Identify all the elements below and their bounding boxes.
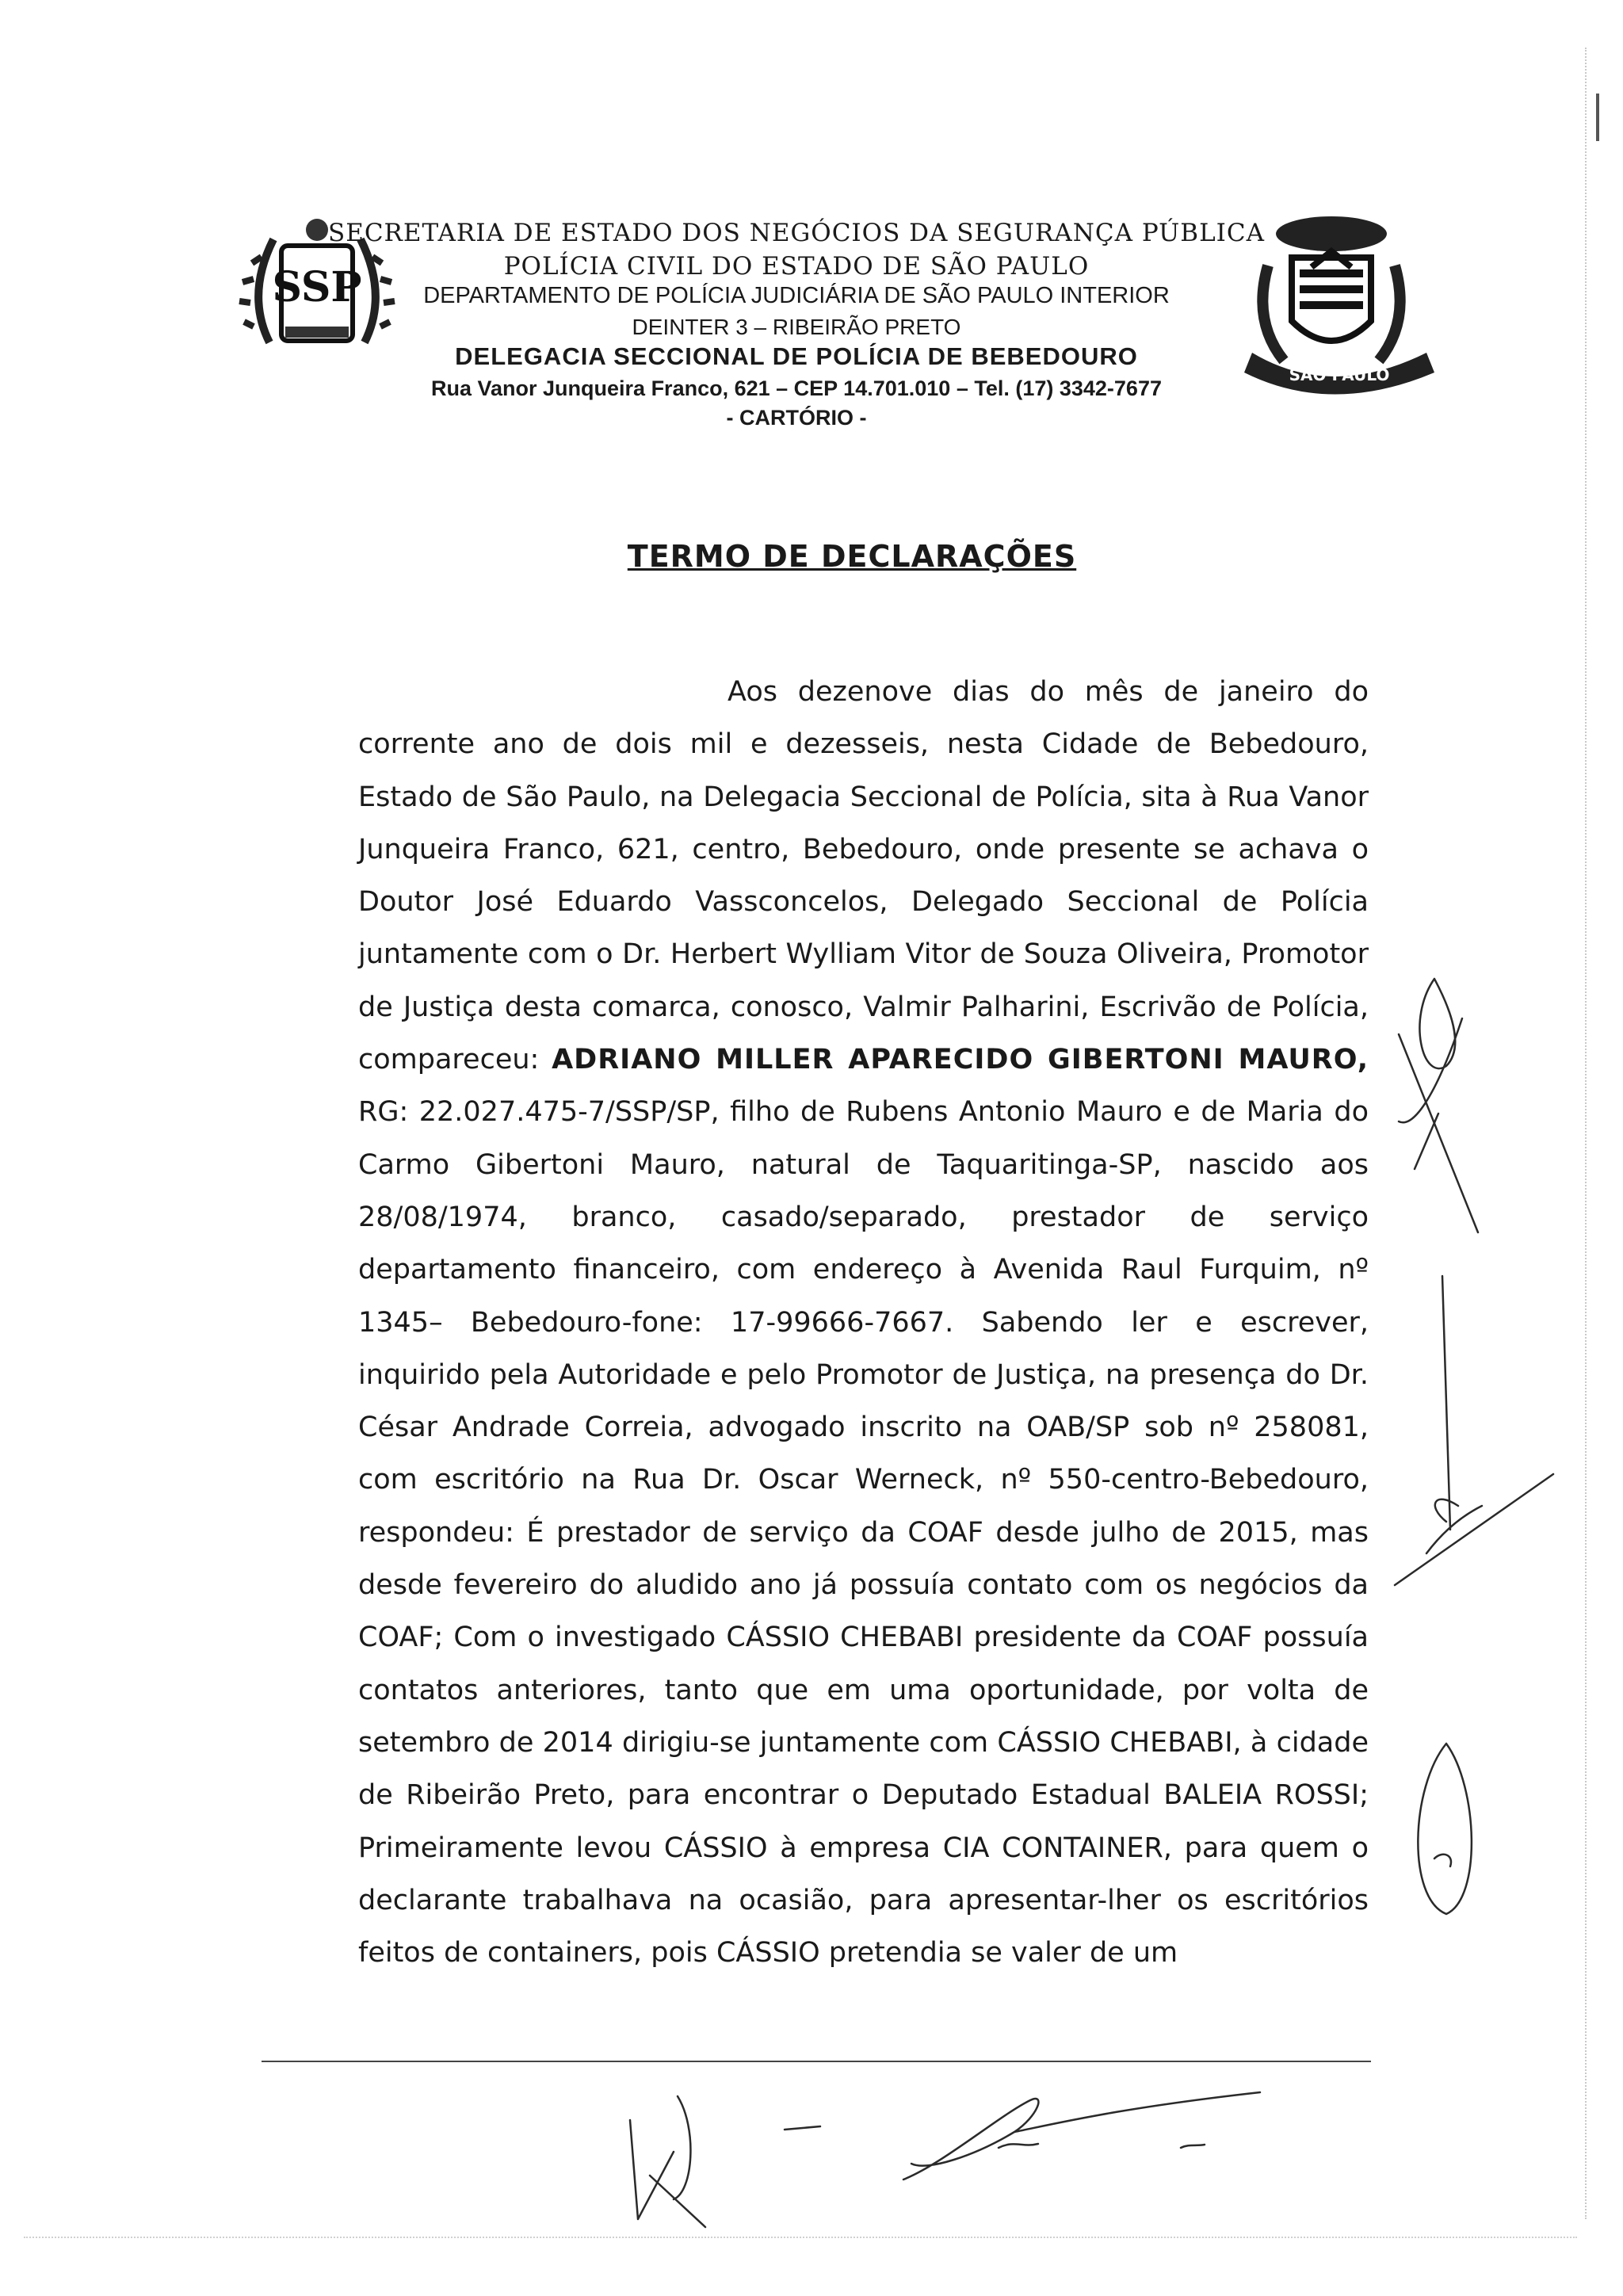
declaration-paragraph	[358, 666, 1369, 1979]
signature-dash	[781, 2112, 828, 2144]
margin-signature-top	[1391, 971, 1486, 1272]
seal-text: SSP	[272, 263, 362, 311]
crest-banner-text: SÃO PAULO	[1289, 365, 1390, 384]
header-cartorio: - CARTÓRIO -	[726, 406, 867, 430]
scan-edge-mark	[1596, 94, 1599, 141]
bottom-signature-left	[618, 2080, 729, 2231]
scan-right-edge	[1585, 48, 1623, 2219]
document-title: TERMO DE DECLARAÇÕES	[627, 539, 1077, 574]
declaration-body	[358, 666, 1369, 1979]
header-departamento: DEPARTAMENTO DE POLÍCIA JUDICIÁRIA DE SÃO PAULO INTERIOR	[423, 283, 1170, 308]
scan-bottom-edge	[24, 2237, 1577, 2238]
body-part-2: RG: 22.027.475-7/SSP/SP, filho de Rubens Antonio Mauro e de Maria do Carmo Gibertoni Mauro, natural de Taquaritinga-SP, nascido aos 28/08/1974, branco, casado/separado, prestador de serviço departamento financeiro, com endereço à Avenida Raul Furquim, nº 1345– Bebedouro-fone: 17-99666-7667. Sabendo ler e escrever, inquirido pela Autoridade e pelo Promotor de Justiça, na presença do Dr. César Andrade Correia, advogado inscrito na OAB/SP sob nº 258081, com escritório na Rua Dr. Oscar Werneck, nº 550-centro-Bebedouro, respondeu: É prestador de serviço da COAF desde julho de 2015, mas desde fevereiro do aludido ano já possuía contato com os negócios da COAF; Com o investigado CÁSSIO CHEBABI presidente da COAF possuía contatos anteriores, tanto que em uma oportunidade, por volta de setembro de 2014 dirigiu-se juntamente com CÁSSIO CHEBABI, à cidade de Ribeirão Preto, para encontrar o Deputado Estadual BALEIA ROSSI; Primeiramente levou CÁSSIO à empresa CIA CONTAINER, para quem o declarante trabalhava na ocasião, para apresentar-lher os escritórios feitos de containers, pois CÁSSIO pretendia se valer de um	[358, 1096, 1369, 1969]
bottom-signature-right	[880, 2084, 1276, 2187]
header-secretaria: SECRETARIA DE ESTADO DOS NEGÓCIOS DA SEGURANÇA PÚBLICA	[327, 219, 1266, 247]
margin-rubric-bottom	[1407, 1740, 1486, 1922]
header-delegacia: DELEGACIA SECCIONAL DE POLÍCIA DE BEBEDOURO	[455, 342, 1138, 370]
footer-rule	[262, 2061, 1371, 2062]
declarant-name: ADRIANO MILLER APARECIDO GIBERTONI MAURO,	[552, 1044, 1369, 1076]
header-policia-civil: POLÍCIA CIVIL DO ESTADO DE SÃO PAULO	[503, 252, 1090, 281]
margin-signature-middle	[1379, 1268, 1569, 1601]
header-deinter: DEINTER 3 – RIBEIRÃO PRETO	[632, 315, 961, 339]
body-part-1: Aos dezenove dias do mês de janeiro do corrente ano de dois mil e dezesseis, nesta Cidade de Bebedouro, Estado de São Paulo, na Delegacia Seccional de Polícia, sita à Rua Vanor Junqueira Franco, 621, centro, Bebedouro, onde presente se achava o Doutor José Eduardo Vassconcelos, Delegado Seccional de Polícia juntamente com o Dr. Herbert Wylliam Vitor de Souza Oliveira, Promotor de Justiça desta comarca, conosco, Valmir Palharini, Escrivão de Polícia, compareceu:	[358, 676, 1369, 1076]
header-address: Rua Vanor Junqueira Franco, 621 – CEP 14.701.010 – Tel. (17) 3342-7677	[431, 376, 1162, 400]
